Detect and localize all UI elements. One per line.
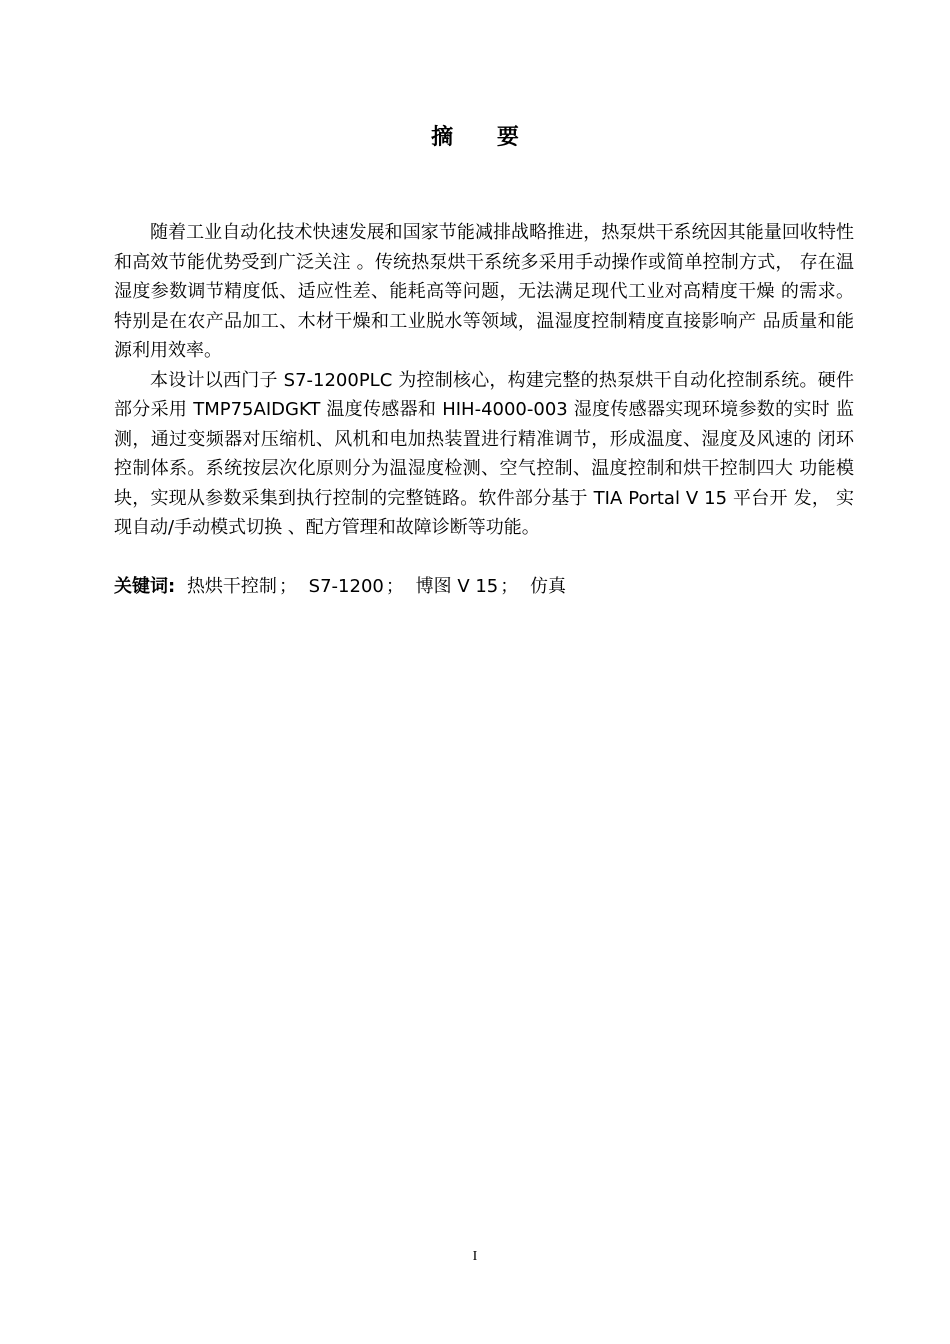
keyword-item: 热烘干控制 bbox=[186, 576, 277, 597]
keyword-item: 博图 V 15 bbox=[415, 576, 499, 597]
keyword-separator: ； bbox=[385, 576, 404, 597]
page-number: I bbox=[472, 1249, 478, 1264]
keyword-separator: ； bbox=[500, 576, 519, 597]
keyword-item: 仿真 bbox=[530, 576, 566, 597]
abstract-title: 摘 要 bbox=[431, 125, 537, 150]
abstract-paragraph-2: 本设计以西门子 S7-1200PLC 为控制核心，构建完整的热泵烘干自动化控制系统。硬件部分采用 TMP75AIDGKT 温度传感器和 HIH-4000-003 湿度传感器实现环境参数的实时 监测，通过变频器对压缩机、风机和电加热装置进行精准调节，形成温度、湿度及风速的 闭环控制体系。系统按层次化原则分为温湿度检测、空气控制、温度控制和烘干控制四大 功能模块，实现从参数采集到执行控制的完整链路。软件部分基于 TIA Portal V 15 平台开 发， 实现自动/手动模式切换 、配方管理和故障诊断等功能。 bbox=[114, 369, 854, 538]
keywords-label: 关键词: bbox=[114, 576, 176, 597]
abstract-paragraph-1: 随着工业自动化技术快速发展和国家节能减排战略推进，热泵烘干系统因其能量回收特性和高效节能优势受到广泛关注 。传统热泵烘干系统多采用手动操作或简单控制方式， 存在温湿度参数调节精度低、适应性差、能耗高等问题，无法满足现代工业对高精度干燥 的需求。特别是在农产品加工、木材干燥和工业脱水等领域，温湿度控制精度直接影响产 品质量和能源利用效率。 bbox=[114, 222, 854, 361]
keyword-item: S7-1200 bbox=[308, 576, 384, 597]
keyword-separator: ； bbox=[278, 576, 297, 597]
keywords-line bbox=[114, 573, 854, 601]
abstract-body bbox=[114, 218, 854, 543]
